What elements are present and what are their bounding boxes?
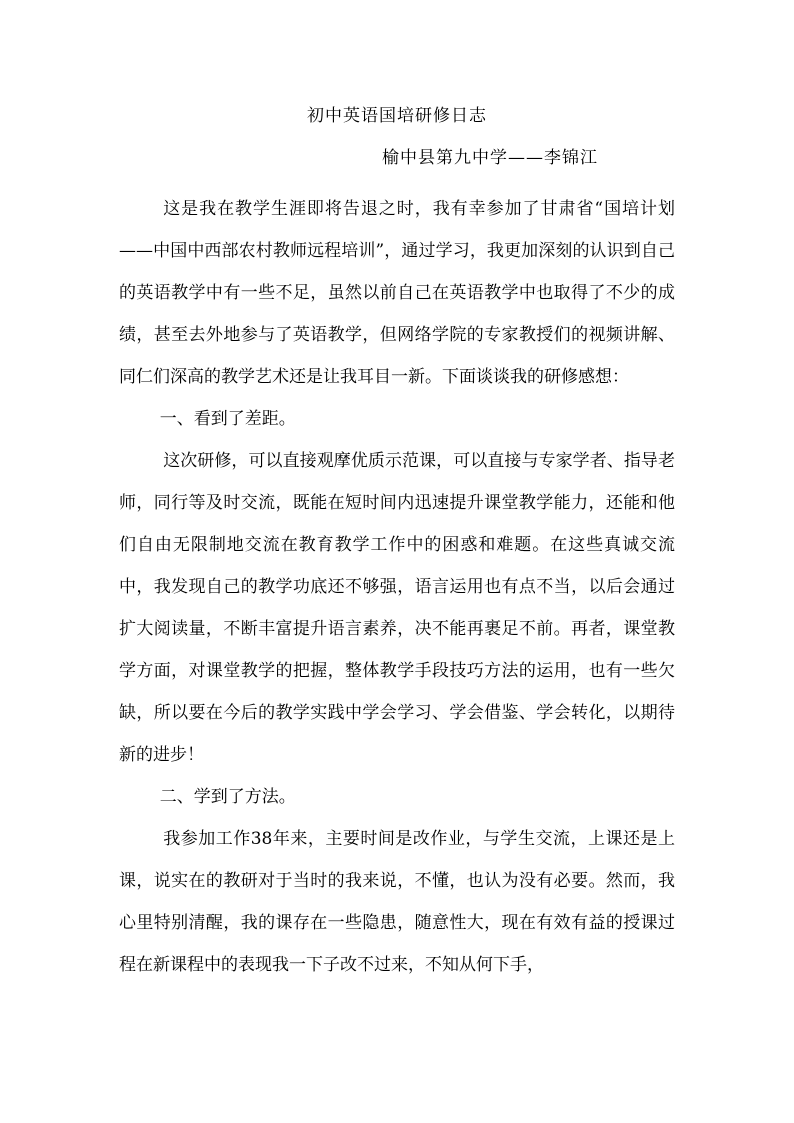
document-author: 榆中县第九中学——李锦江: [382, 148, 598, 168]
section-heading-gap: 一、看到了差距。: [159, 409, 296, 429]
gap-paragraph: 这次研修，可以直接观摩优质示范课，可以直接与专家学者、指导老师，同行等及时交流，既能在短时间内迅速提升课堂教学能力，还能和他们自由无限制地交流在教育教学工作中的困惑和难题。在这些真诚交流中，我发现自己的教学功底还不够强，语言运用也有点不当，以后会通过扩大阅读量，不断丰富提升语言素养，决不能再裹足不前。再者，课堂教学方面，对课堂教学的把握，整体教学手段技巧方法的运用，也有一些欠缺，所以要在今后的教学实践中学会学习、学会借鉴、学会转化，以期待新的进步！: [119, 451, 675, 765]
document-title: 初中英语国培研修日志: [307, 106, 487, 126]
section-heading-methods: 二、学到了方法。: [159, 787, 296, 807]
intro-paragraph: 这是我在教学生涯即将告退之时，我有幸参加了甘肃省“国培计划——中国中西部农村教师远程培训”，通过学习，我更加深刻的认识到自己的英语教学中有一些不足，虽然以前自己在英语教学中也取得了不少的成绩，甚至去外地参与了英语教学，但网络学院的专家教授们的视频讲解、同仁们深高的教学艺术还是让我耳目一新。下面谈谈我的研修感想：: [119, 199, 675, 387]
document-body: [119, 188, 675, 986]
methods-paragraph: 我参加工作38年来，主要时间是改作业，与学生交流，上课还是上课，说实在的教研对于当时的我来说，不懂，也认为没有必要。然而，我心里特别清醒，我的课存在一些隐患，随意性大，现在有效有益的授课过程在新课程中的表现我一下子改不过来，不知从何下手，: [119, 829, 675, 975]
